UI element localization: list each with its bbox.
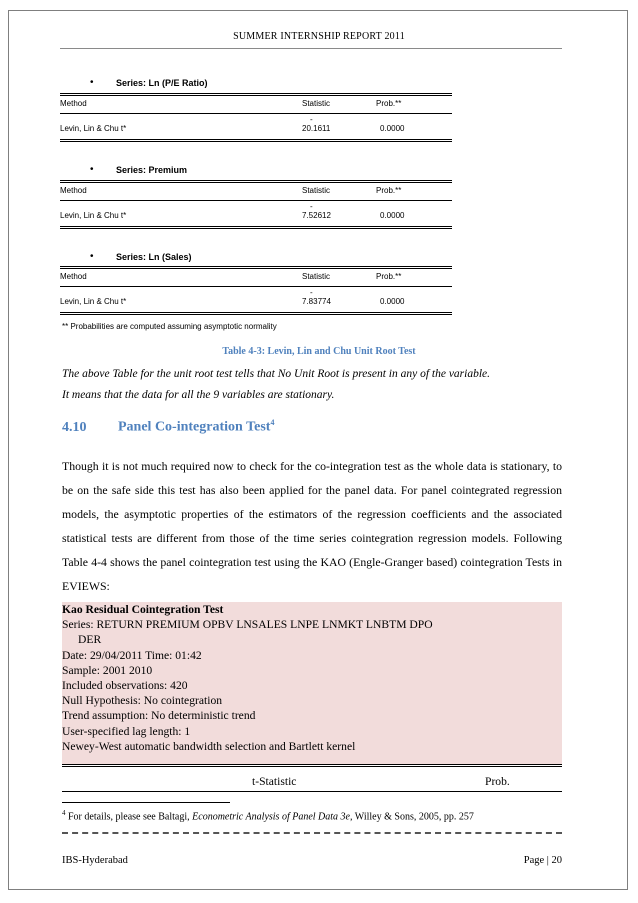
kao-line: Sample: 2001 2010 [62,663,153,677]
footnote-text: For details, please see Baltagi, [65,811,193,823]
footer-institution: IBS-Hyderabad [62,855,128,866]
unit-root-table-3 [60,266,452,315]
method-header: Method [60,186,87,195]
table-caption: Table 4-3: Levin, Lin and Chu Unit Root Test [222,346,416,357]
kao-line: Newey-West automatic bandwidth selection and Bartlett kernel [62,739,356,753]
kao-line: User-specified lag length: 1 [62,724,191,738]
statistic-header: Statistic [302,99,331,108]
conclusion-line: It means that the data for all the 9 variables are stationary. [62,389,335,401]
bullet-icon: • [90,164,94,175]
kao-line: DER [78,633,102,647]
prob-header: Prob.** [376,99,402,108]
unit-root-table-2 [60,180,452,229]
section-number: 4.10 [62,419,87,435]
prob-header: Prob.** [376,186,402,195]
series-label: Series: Ln (Sales) [116,252,192,262]
statistic-sign: - [310,115,313,124]
prob-value: 0.0000 [380,211,405,220]
series-label: Series: Premium [116,165,188,175]
method-value: Levin, Lin & Chu t* [60,297,127,306]
kao-line: Series: RETURN PREMIUM OPBV LNSALES LNPE LNMKT LNBTM DPO [62,618,433,632]
tstat-header: t-Statistic [252,775,297,788]
prob-value: 0.0000 [380,124,405,133]
series-label: Series: Ln (P/E Ratio) [116,78,208,88]
prob-header: Prob.** [376,272,402,281]
kao-line: Included observations: 420 [62,679,188,693]
kao-line: Trend assumption: No deterministic trend [62,709,256,723]
unit-root-table-1 [60,93,452,142]
statistic-sign: - [310,288,313,297]
prob-header: Prob. [485,775,510,788]
kao-column-header [62,769,562,792]
kao-table-rule [62,764,562,767]
method-header: Method [60,272,87,281]
footnote-rule [62,802,230,803]
section-title: Panel Co-integration Test [118,419,271,435]
table-note: ** Probabilities are computed assuming asymptotic normality [62,322,277,331]
statistic-value: 7.52612 [302,211,331,220]
page-number: Page | 20 [523,855,562,866]
statistic-sign: - [310,202,313,211]
page-header: SUMMER INTERNSHIP REPORT 2011 [233,31,405,42]
section-heading [62,418,274,436]
footnote-text: Willey & Sons, 2005, pp. 257 [352,811,474,823]
method-value: Levin, Lin & Chu t* [60,124,127,133]
kao-title: Kao Residual Cointegration Test [62,603,224,616]
statistic-header: Statistic [302,272,331,281]
header-rule [60,48,562,49]
kao-test-output [62,602,562,764]
body-paragraph: Though it is not much required now to check for the co-integration test as the whole data is stationary, to be on the safe side this test has also been applied for the panel data. For panel cointegrated regression models, the asymptotic properties of the estimators of the regression coefficients and the associated statistical tests are different from those of the time series cointegration regression models. Following Table 4-4 shows the panel cointegration test using the KAO (Engle-Granger based) cointegration Tests in EVIEWS: [62,459,562,593]
footer-rule [62,832,562,834]
footnote-ref: 4 [270,418,275,427]
statistic-value: 20.1611 [302,124,331,133]
kao-line: Date: 29/04/2011 Time: 01:42 [62,648,202,662]
conclusion-line: The above Table for the unit root test tells that No Unit Root is present in any of the variable. [62,368,491,380]
statistic-header: Statistic [302,186,331,195]
method-header: Method [60,99,87,108]
method-value: Levin, Lin & Chu t* [60,211,127,220]
kao-line: Null Hypothesis: No cointegration [62,694,223,708]
bullet-icon: • [90,77,94,88]
statistic-value: 7.83774 [302,297,331,306]
footnote-book-title: Econometric Analysis of Panel Data 3e, [192,811,353,823]
footnote-number: 4 [62,809,66,817]
conclusion-paragraph [62,364,562,406]
bullet-icon: • [90,251,94,262]
prob-value: 0.0000 [380,297,405,306]
footnote [62,809,474,822]
